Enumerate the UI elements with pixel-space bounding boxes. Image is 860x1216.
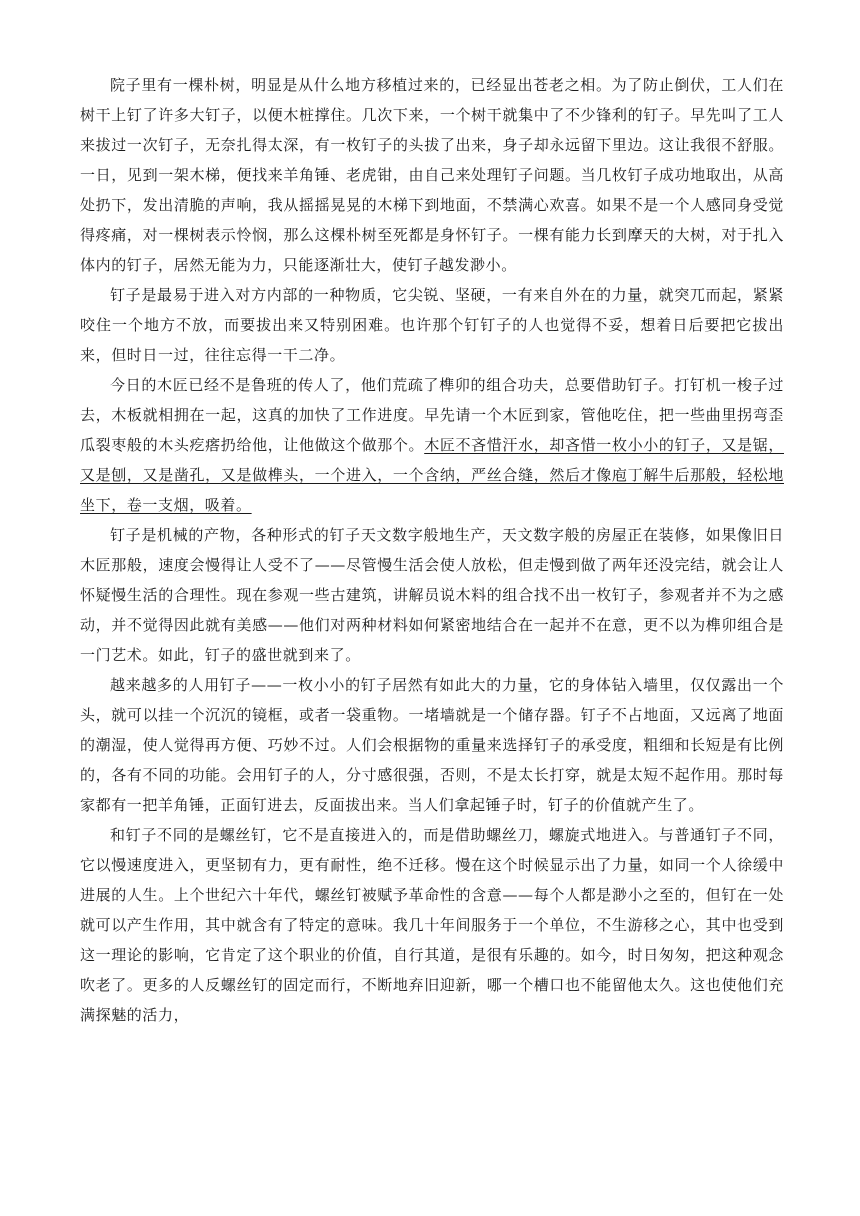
paragraph-1-text: 院子里有一棵朴树，明显是从什么地方移植过来的，已经显出苍老之相。为了防止倒伏，工人们在树干上钉了许多大钉子，以便木桩撑住。几次下来，一个树干就集中了不少锋利的钉子。早先叫了工人来拔过一次钉子，无奈扎得太深，有一枚钉子的头拔了出来，身子却永远留下里边。这让我很不舒服。一日，见到一架木梯，便找来羊角锤、老虎钳，由自己来处理钉子问题。当几枚钉子成功地取出，从高处扔下，发出清脆的声响，我从摇摇晃晃的木梯下到地面，不禁满心欢喜。如果不是一个人感同身受觉得疼痛，对一棵树表示怜悯，那么这棵朴树至死都是身怀钉子。一棵有能力长到摩天的大树，对于扎入体内的钉子，居然无能为力，只能逐渐壮大，使钉子越发渺小。 xyxy=(80,76,784,274)
paragraph-6-text: 和钉子不同的是螺丝钉，它不是直接进入的，而是借助螺丝刀，螺旋式地进入。与普通钉子不同，它以慢速度进入，更坚韧有力，更有耐性，绝不迁移。慢在这个时候显示出了力量，如同一个人徐缓中进展的人生。上个世纪六十年代，螺丝钉被赋予革命性的含意——每个人都是渺小之至的，但钉在一处就可以产生作用，其中就含有了特定的意味。我几十年间服务于一个单位，不生游移之心，其中也受到这一理论的影响，它肯定了这个职业的价值，自行其道，是很有乐趣的。如今，时日匆匆，把这种观念吹老了。更多的人反螺丝钉的固定而行，不断地弃旧迎新，哪一个槽口也不能留他太久。这也使他们充满探魅的活力， xyxy=(80,826,784,1024)
underlined-sentence: 木匠不吝惜汗水，却吝惜一枚小小的钉子，又是锯，又是刨，又是凿孔，又是做榫头，一个进入，一个含纳，严丝合缝，然后才像庖丁解牛后那般，轻松地坐下，卷一支烟，吸着。 xyxy=(80,436,784,514)
paragraph-5-text: 越来越多的人用钉子——一枚小小的钉子居然有如此大的力量，它的身体钻入墙里，仅仅露出一个头，就可以挂一个沉沉的镜框，或者一袋重物。一堵墙就是一个储存器。钉子不占地面，又远离了地面的潮湿，使人觉得再方便、巧妙不过。人们会根据物的重量来选择钉子的承受度，粗细和长短是有比例的，各有不同的功能。会用钉子的人，分寸感很强，否则，不是太长打穿，就是太短不起作用。那时每家都有一把羊角锤，正面钉进去，反面拔出来。当人们拿起锤子时，钉子的价值就产生了。 xyxy=(80,676,784,814)
paragraph-1 xyxy=(80,70,784,280)
paragraph-4-text: 钉子是机械的产物，各种形式的钉子天文数字般地生产，天文数字般的房屋正在装修，如果像旧日木匠那般，速度会慢得让人受不了——尽管慢生活会使人放松，但走慢到做了两年还没完结，就会让人怀疑慢生活的合理性。现在参观一些古建筑，讲解员说木料的组合找不出一枚钉子，参观者并不为之感动，并不觉得因此就有美感——他们对两种材料如何紧密地结合在一起并不在意，更不以为榫卯组合是一门艺术。如此，钉子的盛世就到来了。 xyxy=(80,526,784,664)
document-body xyxy=(80,70,784,1030)
paragraph-5 xyxy=(80,670,784,820)
paragraph-4 xyxy=(80,520,784,670)
paragraph-2 xyxy=(80,280,784,370)
paragraph-2-text: 钉子是最易于进入对方内部的一种物质，它尖锐、坚硬，一有来自外在的力量，就突兀而起，紧紧咬住一个地方不放，而要拔出来又特别困难。也许那个钉钉子的人也觉得不妥，想着日后要把它拔出来，但时日一过，往往忘得一干二净。 xyxy=(80,286,784,364)
paragraph-3-text: 今日的木匠已经不是鲁班的传人了，他们荒疏了榫卯的组合功夫，总要借助钉子。打钉机一梭子过去，木板就相拥在一起，这真的加快了工作进度。早先请一个木匠到家，管他吃住，把一些曲里拐弯歪瓜裂枣般的木头疙瘩扔给他，让他做这个做那个。 xyxy=(80,376,784,454)
paragraph-3 xyxy=(80,370,784,520)
paragraph-6 xyxy=(80,820,784,1030)
